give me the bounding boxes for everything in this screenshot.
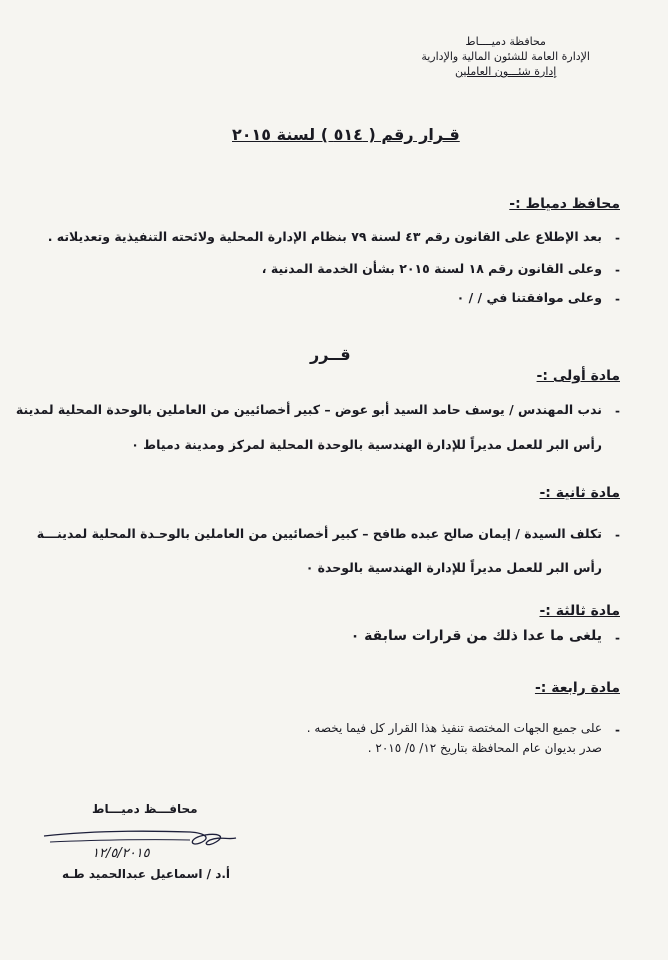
- signatory-name: أ.د / اسماعيل عبدالحميد طـه: [62, 867, 231, 881]
- bullet-dot: -: [615, 263, 620, 277]
- authority-heading: محافظ دمياط :-: [509, 196, 620, 212]
- article-2-line-1: تكلف السيدة / إيمان صالح عبده طافح – كبير أخصائيين من العاملين بالوحـدة المحلية لمدينـــة: [36, 526, 602, 541]
- bullet-dot: -: [615, 231, 620, 245]
- bullet-dot: -: [615, 631, 620, 645]
- issuing-office-header: [421, 34, 590, 79]
- header-personnel-dept: إدارة شئـــون العاملين: [455, 65, 557, 78]
- preamble-line-2: وعلى القانون رقم ١٨ لسنة ٢٠١٥ بشأن الخدمة المدنية ،: [261, 261, 602, 276]
- signature-handwritten-date: ١٢/٥/٢٠١٥: [92, 846, 150, 861]
- bullet-dot: -: [615, 528, 620, 542]
- article-1-line-2: رأس البر للعمل مديراً للإدارة الهندسية بالوحدة المحلية لمركز ومدينة دمياط ٠: [131, 437, 602, 452]
- decree-title: قـرار رقم ( ٥١٤ ) لسنة ٢٠١٥: [232, 125, 460, 144]
- article-2-line-2: رأس البر للعمل مديراً للإدارة الهندسية بالوحدة ٠: [305, 560, 602, 575]
- header-general-admin: الإدارة العامة للشئون المالية والإدارية: [421, 50, 590, 63]
- article-2-heading: مادة ثانية :-: [539, 485, 620, 501]
- header-governorate: محافظة دميــــاط: [465, 35, 546, 48]
- bullet-dot: -: [615, 292, 620, 306]
- article-4-line-2: صدر بديوان عام المحافظة بتاريخ ١٢/ ٥/ ٢٠١٥ .: [367, 741, 602, 755]
- preamble-line-3: وعلى موافقتنا في / / ٠: [456, 290, 602, 305]
- bullet-dot: -: [615, 404, 620, 418]
- preamble-line-1: بعد الإطلاع على القانون رقم ٤٣ لسنة ٧٩ بنظام الإدارة المحلية ولائحته التنفيذية وتعديلاته .: [47, 229, 602, 244]
- article-4-heading: مادة رابعة :-: [534, 680, 620, 696]
- bullet-dot: -: [615, 723, 620, 737]
- decree-heading: قــرر: [310, 345, 351, 364]
- signatory-title: محافـــظ دميـــاط: [92, 802, 198, 816]
- article-4-line-1: على جميع الجهات المختصة تنفيذ هذا القرار كل فيما يخصه .: [306, 721, 602, 735]
- article-3-heading: مادة ثالثة :-: [539, 603, 620, 619]
- article-3-line-1: يلغى ما عدا ذلك من قرارات سابقة ٠: [350, 628, 602, 644]
- article-1-line-1: ندب المهندس / يوسف حامد السيد أبو عوض – كبير أخصائيين من العاملين بالوحدة المحلية لمدينة: [15, 402, 602, 417]
- article-1-heading: مادة أولى :-: [536, 368, 620, 384]
